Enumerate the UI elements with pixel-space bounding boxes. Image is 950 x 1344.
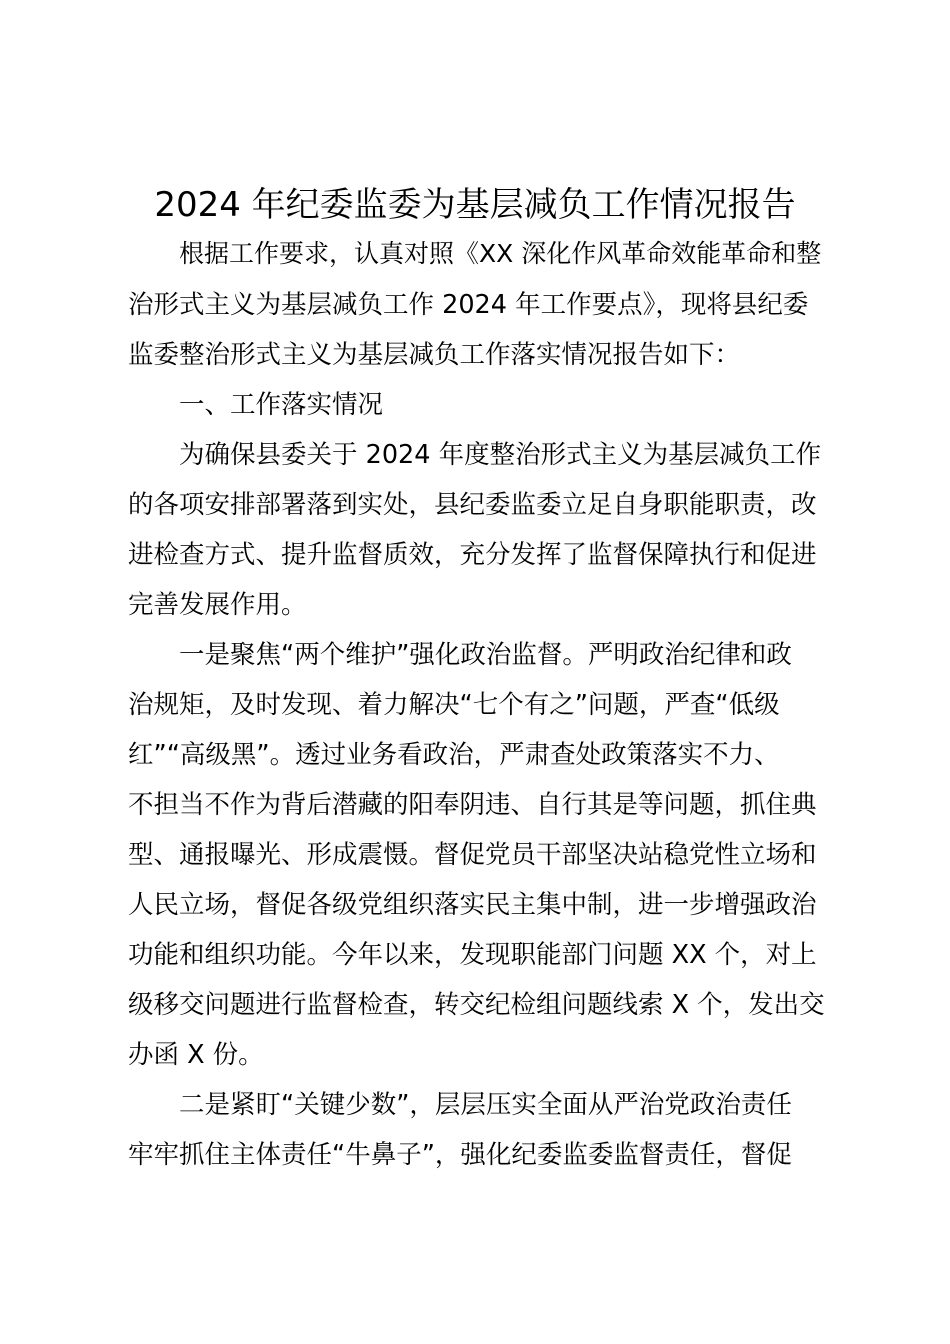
paragraph-line: 一是聚焦“两个维护”强化政治监督。严明政治纪律和政 bbox=[179, 640, 792, 670]
paragraph-line: 进检查方式、提升监督质效，充分发挥了监督保障执行和促进 bbox=[128, 540, 817, 570]
paragraph-line: 二是紧盯“关键少数”，层层压实全面从严治党政治责任 bbox=[179, 1090, 792, 1120]
paragraph-line: 型、通报曝光、形成震慑。督促党员干部坚决站稳党性立场和 bbox=[128, 840, 817, 870]
paragraph-line: 功能和组织功能。今年以来，发现职能部门问题 XX 个，对上 bbox=[128, 940, 817, 970]
document-title: 2024 年纪委监委为基层减负工作情况报告 bbox=[154, 185, 796, 225]
paragraph-line: 不担当不作为背后潜藏的阳奉阴违、自行其是等问题，抓住典 bbox=[128, 790, 817, 820]
paragraph-line: 的各项安排部署落到实处，县纪委监委立足自身职能职责，改 bbox=[128, 490, 817, 520]
paragraph-line: 监委整治形式主义为基层减负工作落实情况报告如下： bbox=[128, 340, 741, 370]
paragraph-line: 为确保县委关于 2024 年度整治形式主义为基层减负工作 bbox=[179, 440, 822, 470]
section-heading: 一、工作落实情况 bbox=[179, 390, 384, 420]
paragraph-line: 根据工作要求，认真对照《XX 深化作风革命效能革命和整 bbox=[179, 239, 822, 268]
paragraph-line: 级移交问题进行监督检查，转交纪检组问题线索 X 个，发出交 bbox=[128, 990, 825, 1020]
paragraph-line: 牢牢抓住主体责任“牛鼻子”，强化纪委监委监督责任，督促 bbox=[128, 1140, 792, 1170]
paragraph-line: 完善发展作用。 bbox=[128, 590, 307, 620]
paragraph-line: 治规矩，及时发现、着力解决“七个有之”问题，严查“低级 bbox=[128, 690, 780, 720]
paragraph-line: 人民立场，督促各级党组织落实民主集中制，进一步增强政治 bbox=[128, 890, 817, 920]
paragraph-line: 治形式主义为基层减负工作 2024 年工作要点》，现将县纪委 bbox=[128, 290, 809, 320]
paragraph-line: 办函 X 份。 bbox=[128, 1040, 264, 1070]
paragraph-line: 红”“高级黑”。透过业务看政治，严肃查处政策落实不力、 bbox=[128, 740, 780, 770]
